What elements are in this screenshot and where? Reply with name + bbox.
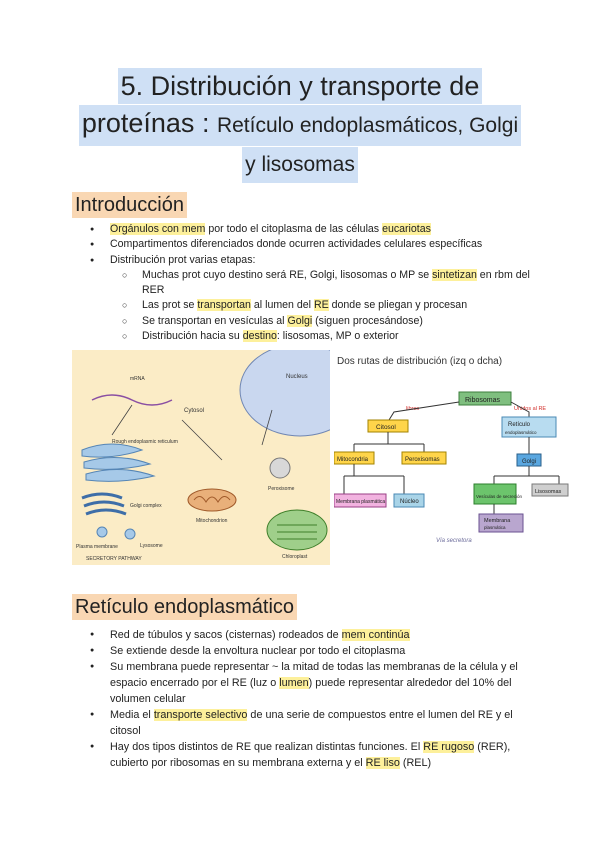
intro-list bbox=[90, 222, 545, 344]
node-membrana-2b-label: plasmática bbox=[484, 525, 506, 530]
node-membrana-2-label: Membrana bbox=[484, 518, 511, 524]
cytosol-label: Cytosol bbox=[184, 408, 205, 414]
label-unidos: Unidos al RE bbox=[514, 406, 547, 412]
node-citosol-label: Citosol bbox=[376, 424, 396, 431]
golgi-label: Golgi complex bbox=[130, 503, 162, 509]
node-peroxisomas-label: Peroxisomas bbox=[405, 457, 440, 463]
intro-heading: Introducción bbox=[72, 192, 187, 218]
sub-list-item: ○ Muchas prot cuyo destino será RE, Golgi, lisosomas o MP se sintetizan en rbm del RER bbox=[90, 268, 545, 299]
chloroplast-shape bbox=[267, 510, 327, 550]
lysosome-label: Lysosome bbox=[140, 543, 163, 549]
title-line-1: 5. Distribución y transporte de bbox=[118, 68, 483, 104]
mitochondrion-shape bbox=[188, 489, 236, 511]
title-line-3: y lisosomas bbox=[242, 147, 358, 183]
page-title bbox=[40, 68, 560, 184]
list-item: ● Orgánulos con mem por todo el citoplasma de las células eucariotas bbox=[90, 222, 545, 237]
protein-sorting-figure bbox=[72, 350, 330, 565]
node-mitocondria-label: Mitocondria bbox=[337, 457, 369, 463]
title-main: proteínas bbox=[81, 108, 195, 138]
node-lisosomas-label: Lisosomas bbox=[535, 489, 562, 495]
vesicle bbox=[97, 527, 107, 537]
plasma-membrane-label: Plasma membrane bbox=[76, 544, 118, 550]
secretory-label: SECRETORY PATHWAY bbox=[86, 556, 142, 562]
node-nucleo-label: Núcleo bbox=[400, 499, 419, 505]
re-heading: Retículo endoplasmático bbox=[72, 594, 297, 620]
re-list bbox=[90, 627, 545, 771]
distribution-routes-figure bbox=[334, 352, 570, 547]
sub-list-item: ○ Las prot se transportan al lumen del RE donde se pliegan y procesan bbox=[90, 298, 545, 313]
node-membrana-plasmatica-label: Membrana plasmática bbox=[336, 499, 386, 505]
title-sub: Retículo endoplasmáticos, Golgi bbox=[216, 114, 519, 137]
node-vesiculas-label: Vesículas de secreción bbox=[476, 494, 523, 499]
arrow-line bbox=[354, 432, 424, 452]
list-item: ● Red de túbulos y sacos (cisternas) rodeados de mem continúa bbox=[90, 627, 545, 643]
peroxisome-shape bbox=[270, 458, 290, 478]
list-item: ● Se extiende desde la envoltura nuclear por todo el citoplasma bbox=[90, 643, 545, 659]
label-libres: libres bbox=[406, 406, 420, 412]
chloroplast-label: Chloroplast bbox=[282, 554, 308, 560]
node-reticulo-label-2: endoplasmático bbox=[505, 430, 537, 435]
mitochondrion-label: Mitochondrion bbox=[196, 518, 228, 524]
sub-list-item: ○ Distribución hacia su destino: lisosomas, MP o exterior bbox=[90, 329, 545, 344]
title-line-2 bbox=[79, 105, 521, 146]
node-ribosomas-label: Ribosomas bbox=[465, 397, 501, 404]
figure2-caption: Dos rutas de distribución (izq o dcha) bbox=[337, 356, 503, 367]
rer-label: Rough endoplasmic reticulum bbox=[112, 439, 178, 445]
node-reticulo-label-1: Retículo bbox=[508, 422, 531, 428]
list-item: ● Distribución prot varias etapas: bbox=[90, 253, 545, 268]
arrow-line bbox=[344, 464, 404, 494]
list-item: ● Hay dos tipos distintos de RE que realizan distintas funciones. El RE rugoso (RER), cubierto por ribosomas en su membrana externa y el RE liso (REL) bbox=[90, 739, 545, 771]
list-item: ● Media el transporte selectivo de una serie de compuestos entre el lumen del RE y el citosol bbox=[90, 707, 545, 739]
peroxisome-label: Peroxisome bbox=[268, 486, 295, 492]
vesicle bbox=[125, 529, 135, 539]
arrow-line bbox=[389, 402, 459, 420]
sub-list-item: ○ Se transportan en vesículas al Golgi (siguen procesándose) bbox=[90, 314, 545, 329]
title-sep: : bbox=[194, 108, 217, 138]
node-golgi-label: Golgi bbox=[522, 459, 537, 465]
nucleus-label: Nucleus bbox=[286, 374, 308, 380]
list-item: ● Compartimentos diferenciados donde ocurren actividades celulares específicas bbox=[90, 237, 545, 252]
arrow-line bbox=[494, 466, 559, 484]
mrna-label: mRNA bbox=[130, 376, 145, 382]
list-item: ● Su membrana puede representar ~ la mitad de todas las membranas de la célula y el espacio encerrado por el RE (luz o lumen) puede representar alrededor del 10% del volumen celular bbox=[90, 659, 545, 707]
via-secretora-label: Vía secretora bbox=[436, 538, 472, 544]
